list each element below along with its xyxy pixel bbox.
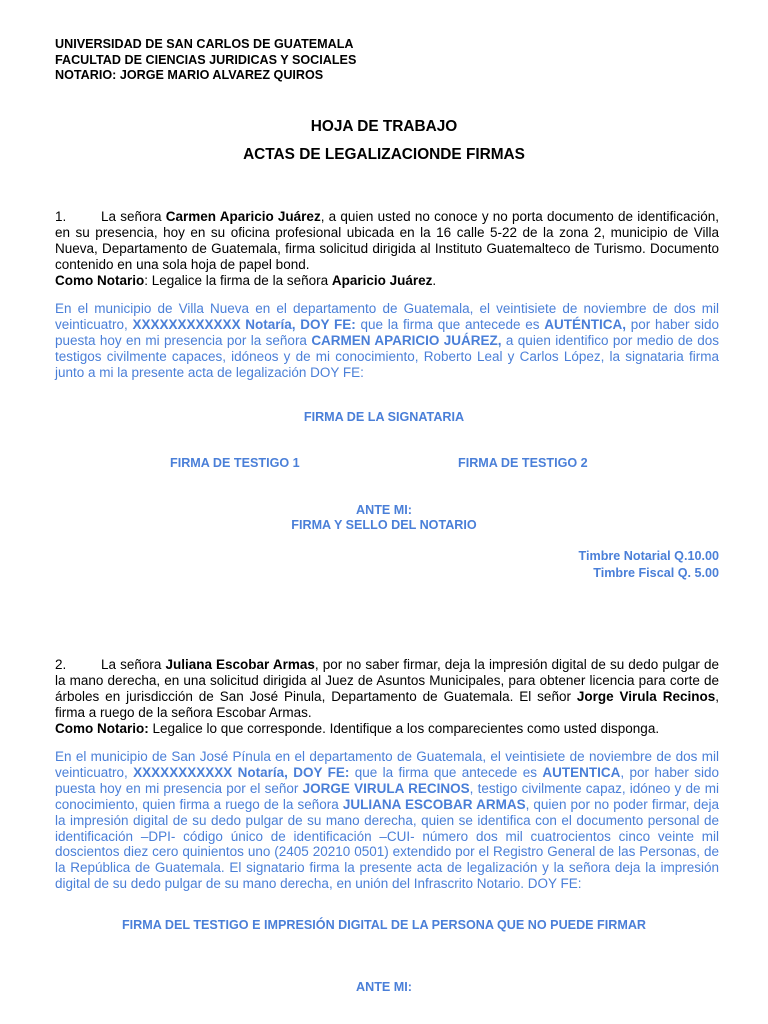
case-1-number: 1.	[55, 209, 67, 224]
ante-mi-label: ANTE MI:	[356, 503, 412, 517]
signature-testigo-1: FIRMA DE TESTIGO 1	[170, 456, 300, 470]
document-header	[55, 37, 356, 84]
case-1-acta: En el municipio de Villa Nueva en el departamento de Guatemala, el veintisiete de noviembre de dos mil veinticuatro, XXXXXXXXXXXX Notaría, DOY FE: que la firma que antecede es AUTÉNTICA, por haber sido puesta hoy en mi presencia por la señora CARMEN APARICIO JUÁREZ, a quien identifico por medio de dos testigos civilmente capaces, idóneos y de mi conocimiento, Roberto Leal y Carlos López, la signataria firma junto a mi la presente acta de legalización DOY FE:	[55, 301, 719, 380]
notary-name: NOTARIO: JORGE MARIO ALVAREZ QUIROS	[55, 68, 324, 82]
timbre-notarial: Timbre Notarial Q.10.00	[578, 549, 719, 563]
case-2-statement: 2. La señora Juliana Escobar Armas, por no saber firmar, deja la impresión digital de su dedo pulgar de la mano derecha, en una solicitud dirigida al Juez de Asuntos Municipales, para obtener licencia para corte de árboles en jurisdicción de San José Pinula, Departamento de Guatemala. El señor Jorge Virula Recinos, firma a ruego de la señora Escobar Armas. Como Notario: Legalice lo que corresponde. Identifique a los comparecientes como usted disponga.	[55, 657, 719, 736]
case-1-person-name: Carmen Aparicio Juárez	[165, 209, 321, 224]
signature-testigo-2: FIRMA DE TESTIGO 2	[458, 456, 588, 470]
case-2-witness-name: Jorge Virula Recinos	[576, 688, 716, 704]
faculty-name: FACULTAD DE CIENCIAS JURIDICAS Y SOCIALES	[55, 52, 357, 67]
document-subtitle: ACTAS DE LEGALIZACIONDE FIRMAS	[243, 146, 525, 163]
case-1-statement: 1. La señora Carmen Aparicio Juárez, a quien usted no conoce y no porta documento de identificación, en su presencia, hoy en su oficina profesional ubicada en la 16 calle 5-22 de la zona 2, municipio de Villa Nueva, Departamento de Guatemala, firma solicitud dirigida al Instituto Guatemalteco de Turismo. Documento contenido en una sola hoja de papel bond. Como Notario: Legalice la firma de la señora Aparicio Juárez.	[55, 209, 719, 288]
case-2-acta: En el municipio de San José Pínula en el departamento de Guatemala, el veintisiete de noviembre de dos mil veinticuatro, XXXXXXXXXXX Notaría, DOY FE: que la firma que antecede es AUTENTICA, por haber sido puesta hoy en mi presencia por el señor JORGE VIRULA RECINOS, testigo civilmente capaz, idóneo y de mi conocimiento, quien firma a ruego de la señora JULIANA ESCOBAR ARMAS, quien por no poder firmar, deja la impresión digital de su dedo pulgar de su mano derecha, quien se identifica con el documento personal de identificación –DPI- código único de identificación –CUI- número dos mil cuatrocientos cinco veinte mil doscientos diez cero quinientos uno (2405 20210 0501) extendido por el Registro General de las Personas, de la República de Guatemala. El signatario firma la presente acta de legalización y la señora deja la impresión digital de su dedo pulgar de su mano derecha, en unión del Infrascrito Notario. DOY FE:	[55, 749, 720, 892]
document-title: HOJA DE TRABAJO	[310, 118, 458, 135]
timbre-fiscal: Timbre Fiscal Q. 5.00	[593, 565, 719, 580]
case-2-ante-mi-label: ANTE MI:	[356, 980, 412, 994]
signature-signataria: FIRMA DE LA SIGNATARIA	[303, 410, 465, 424]
university-name: UNIVERSIDAD DE SAN CARLOS DE GUATEMALA	[55, 37, 354, 51]
timbres-block	[579, 548, 719, 581]
case-1-instruction-label: Como Notario	[55, 272, 145, 288]
case-2-person-name: Juliana Escobar Armas	[165, 657, 315, 672]
case-2-instruction-label: Como Notario:	[55, 720, 149, 736]
signature-testigo-huella: FIRMA DEL TESTIGO E IMPRESIÓN DIGITAL DE LA PERSONA QUE NO PUEDE FIRMAR	[121, 918, 647, 932]
signature-notario: FIRMA Y SELLO DEL NOTARIO	[291, 518, 477, 532]
case-2-number: 2.	[55, 657, 67, 672]
